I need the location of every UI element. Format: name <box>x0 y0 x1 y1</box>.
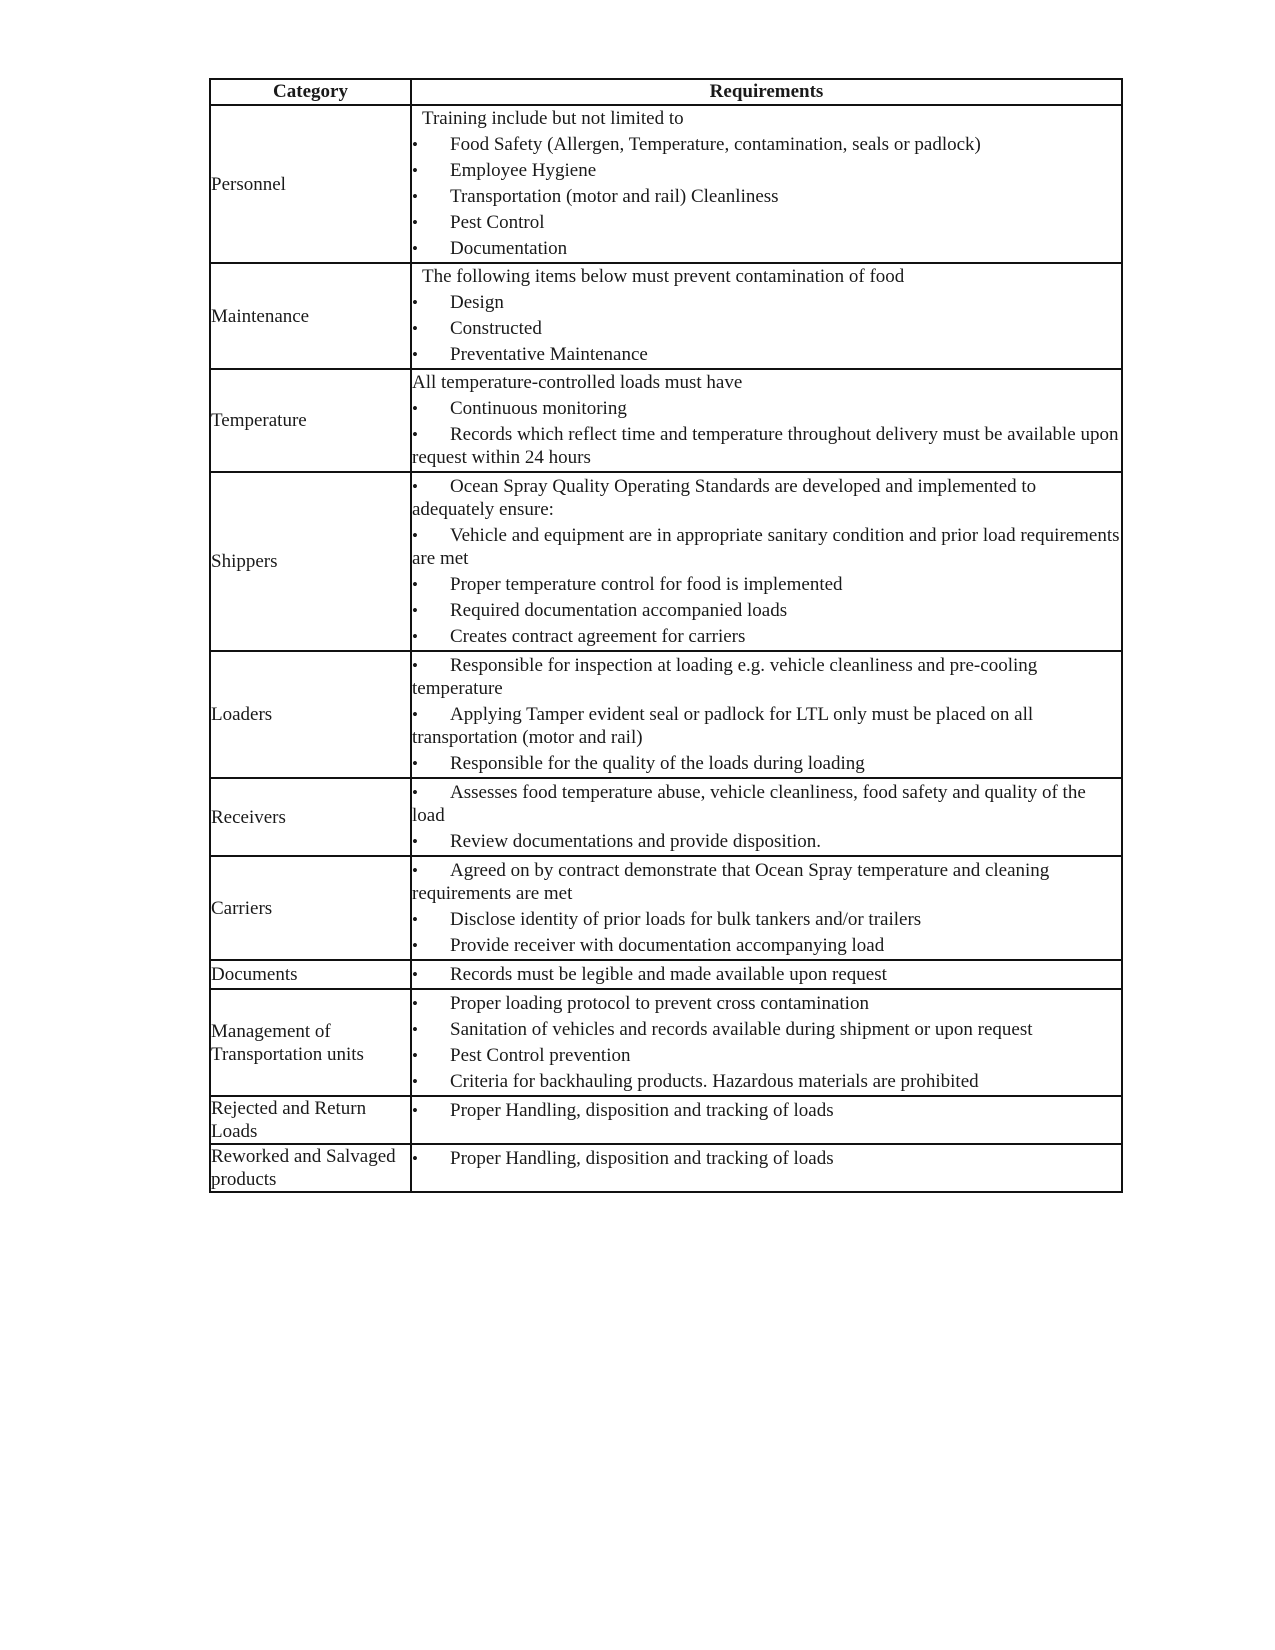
category-cell: Temperature <box>210 369 411 472</box>
requirement-bullet-item: • Proper Handling, disposition and tracking of loads <box>412 1099 1121 1122</box>
table-body <box>210 105 1122 1192</box>
requirements-cell <box>411 856 1122 960</box>
table-row <box>210 263 1122 369</box>
requirement-bullet-item: • Food Safety (Allergen, Temperature, contamination, seals or padlock) <box>412 133 1121 156</box>
requirements-cell <box>411 263 1122 369</box>
requirements-intro: Training include but not limited to <box>422 108 684 129</box>
requirement-bullet-item: • Employee Hygiene <box>412 159 1121 182</box>
requirements-cell <box>411 960 1122 989</box>
requirement-bullet-item: • Constructed <box>412 317 1121 340</box>
requirement-bullet-item: • Pest Control prevention <box>412 1044 1121 1067</box>
requirements-cell <box>411 369 1122 472</box>
requirement-bullet-item: • Ocean Spray Quality Operating Standards are developed and implemented to adequately ensure: <box>412 475 1121 521</box>
requirement-bullet-item: • Pest Control <box>412 211 1121 234</box>
requirements-cell <box>411 778 1122 856</box>
requirement-bullet-item: • Applying Tamper evident seal or padlock for LTL only must be placed on all transportation (motor and rail) <box>412 703 1121 749</box>
category-cell: Personnel <box>210 105 411 263</box>
requirements-table <box>209 78 1123 1193</box>
requirements-cell <box>411 989 1122 1096</box>
requirement-bullet-item: • Documentation <box>412 237 1121 260</box>
requirement-bullet-item: • Agreed on by contract demonstrate that Ocean Spray temperature and cleaning requirements are met <box>412 859 1121 905</box>
requirements-column-header: Requirements <box>411 79 1122 105</box>
requirements-cell <box>411 1096 1122 1144</box>
requirement-bullet-item: • Review documentations and provide disposition. <box>412 830 1121 853</box>
requirement-bullet-item: • Required documentation accompanied loads <box>412 599 1121 622</box>
requirement-bullet-item: • Provide receiver with documentation accompanying load <box>412 934 1121 957</box>
requirements-cell <box>411 1144 1122 1192</box>
table-row <box>210 778 1122 856</box>
table-row <box>210 369 1122 472</box>
category-cell: Rejected and Return Loads <box>210 1096 411 1144</box>
category-cell: Management of Transportation units <box>210 989 411 1096</box>
table-row <box>210 472 1122 651</box>
requirement-bullet-item: • Creates contract agreement for carriers <box>412 625 1121 648</box>
requirement-bullet-item: • Records which reflect time and temperature throughout delivery must be available upon request within 24 hours <box>412 423 1121 469</box>
requirement-bullet-item: • Responsible for the quality of the loads during loading <box>412 752 1121 775</box>
requirement-bullet-item: • Assesses food temperature abuse, vehicle cleanliness, food safety and quality of the load <box>412 781 1121 827</box>
requirement-bullet-item: • Proper temperature control for food is implemented <box>412 573 1121 596</box>
category-column-header: Category <box>210 79 411 105</box>
requirements-intro: The following items below must prevent contamination of food <box>422 266 905 287</box>
table-row <box>210 960 1122 989</box>
requirement-bullet-item: • Transportation (motor and rail) Cleanliness <box>412 185 1121 208</box>
requirement-bullet-item: • Vehicle and equipment are in appropriate sanitary condition and prior load requirements are met <box>412 524 1121 570</box>
requirement-bullet-item: • Design <box>412 291 1121 314</box>
category-cell: Documents <box>210 960 411 989</box>
table-row <box>210 856 1122 960</box>
requirement-bullet-item: • Sanitation of vehicles and records available during shipment or upon request <box>412 1018 1121 1041</box>
requirements-cell <box>411 472 1122 651</box>
category-cell: Reworked and Salvaged products <box>210 1144 411 1192</box>
requirements-cell <box>411 651 1122 778</box>
requirements-cell <box>411 105 1122 263</box>
category-cell: Carriers <box>210 856 411 960</box>
requirement-bullet-item: • Continuous monitoring <box>412 397 1121 420</box>
table-row <box>210 651 1122 778</box>
table-row <box>210 105 1122 263</box>
requirement-bullet-item: • Proper loading protocol to prevent cross contamination <box>412 992 1121 1015</box>
requirement-bullet-item: • Records must be legible and made available upon request <box>412 963 1121 986</box>
category-cell: Receivers <box>210 778 411 856</box>
requirement-bullet-item: • Preventative Maintenance <box>412 343 1121 366</box>
table-row <box>210 989 1122 1096</box>
table-header-row <box>210 79 1122 105</box>
requirement-bullet-item: • Responsible for inspection at loading e.g. vehicle cleanliness and pre-cooling temperature <box>412 654 1121 700</box>
category-cell: Loaders <box>210 651 411 778</box>
category-cell: Shippers <box>210 472 411 651</box>
table-row <box>210 1096 1122 1144</box>
requirement-bullet-item: • Disclose identity of prior loads for bulk tankers and/or trailers <box>412 908 1121 931</box>
requirements-intro: All temperature-controlled loads must have <box>412 372 743 393</box>
requirement-bullet-item: • Criteria for backhauling products. Hazardous materials are prohibited <box>412 1070 1121 1093</box>
table-row <box>210 1144 1122 1192</box>
category-cell: Maintenance <box>210 263 411 369</box>
requirement-bullet-item: • Proper Handling, disposition and tracking of loads <box>412 1147 1121 1170</box>
